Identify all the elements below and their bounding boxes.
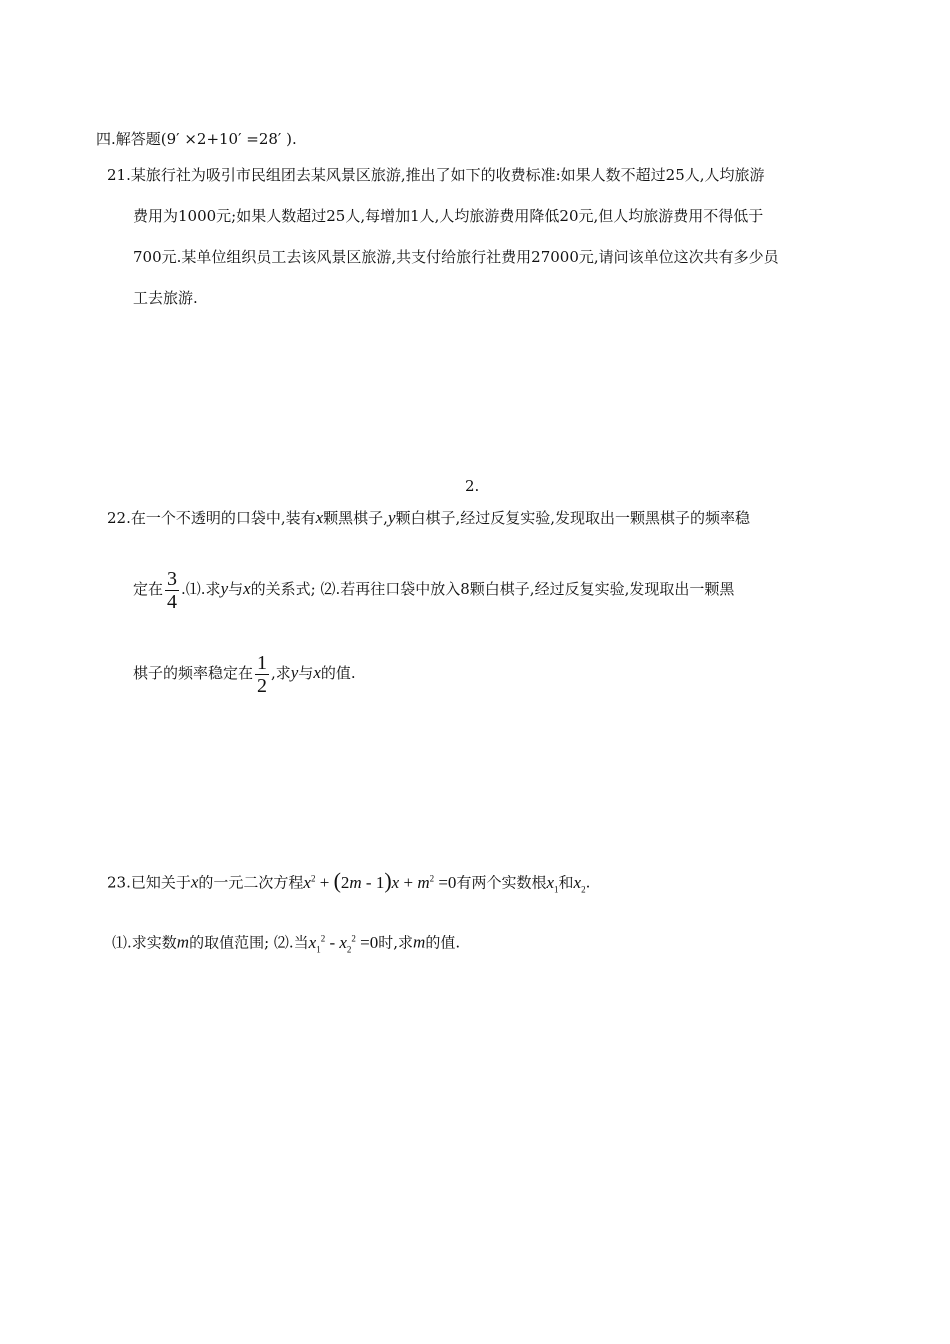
var-y: y (220, 579, 229, 598)
fraction-denominator: 2 (257, 674, 268, 697)
var-m: m (413, 932, 426, 952)
q22-text: 颗黑棋子, (323, 509, 388, 527)
q22-text: 的值. (320, 664, 356, 682)
root-x1: $x_1$ (546, 872, 559, 895)
q23-text: 有两个实数根 (456, 873, 547, 892)
q23-line-2 (112, 925, 460, 962)
fraction-denominator: 4 (167, 590, 178, 613)
q22-text: 与 (228, 580, 244, 598)
q23-text: 23.已知关于 (107, 873, 191, 892)
quadratic-equation: $x^2 + (2m - 1)x + m^2 =0$ (303, 867, 457, 893)
q23-text: 的一元二次方程 (198, 873, 304, 892)
var-x: x (313, 663, 321, 682)
q22-text: 棋子的频率稳定在 (133, 664, 254, 682)
q22-text: 22.在一个不透明的口袋中,装有 (107, 509, 316, 527)
var-x: x (315, 508, 324, 527)
q23-text: 的值. (425, 933, 461, 952)
var-x: x (243, 579, 251, 598)
q22-text: .⑴.求 (181, 580, 221, 598)
q22-line-1 (107, 508, 750, 528)
var-x: x (190, 872, 199, 892)
var-y: y (290, 663, 299, 682)
condition-equation: $x_1^2 - x_2^2 =0$ (308, 932, 379, 955)
q22-line-2 (133, 566, 734, 613)
fraction-numerator: 1 (257, 651, 268, 674)
var-y: y (387, 508, 396, 527)
q23-text: . (585, 873, 591, 892)
q23-text: ⑴.求实数 (112, 933, 177, 952)
fraction-one-half (255, 652, 269, 697)
var-m: m (176, 932, 190, 952)
q22-text: 定在 (133, 580, 164, 598)
q22-text: 的关系式; ⑵.若再往口袋中放入8颗白棋子,经过反复实验,发现取出一颗黑 (250, 580, 735, 598)
section-heading: 四.解答题(9′ ×2+10′ =28′ ). (96, 130, 297, 148)
q23-text: 时,求 (378, 933, 414, 952)
root-x2: $x_2$ (573, 872, 586, 895)
q22-text: 颗白棋子,经过反复实验,发现取出一颗黑棋子的频率稳 (395, 509, 751, 527)
q22-text: ,求 (271, 664, 291, 682)
q22-text: 与 (298, 664, 314, 682)
q23-text: 的取值范围; ⑵.当 (189, 933, 309, 952)
q21-line-2: 费用为1000元;如果人数超过25人,每增加1人,人均旅游费用降低20元,但人均旅游费用不得低于 (133, 207, 764, 225)
q23-text: 和 (558, 873, 574, 892)
q22-line-3 (133, 650, 356, 697)
q21-line-1: 21.某旅行社为吸引市民组团去某风景区旅游,推出了如下的收费标准:如果人数不超过25人,人均旅游 (107, 166, 765, 184)
page-number: 2. (465, 477, 480, 495)
fraction-numerator: 3 (167, 567, 178, 590)
q21-line-3: 700元.某单位组织员工去该风景区旅游,共支付给旅行社费用27000元,请问该单位这次共有多少员 (133, 248, 779, 266)
fraction-three-quarters (165, 568, 179, 613)
q21-line-4: 工去旅游. (133, 289, 198, 307)
q23-line-1 (107, 865, 590, 902)
